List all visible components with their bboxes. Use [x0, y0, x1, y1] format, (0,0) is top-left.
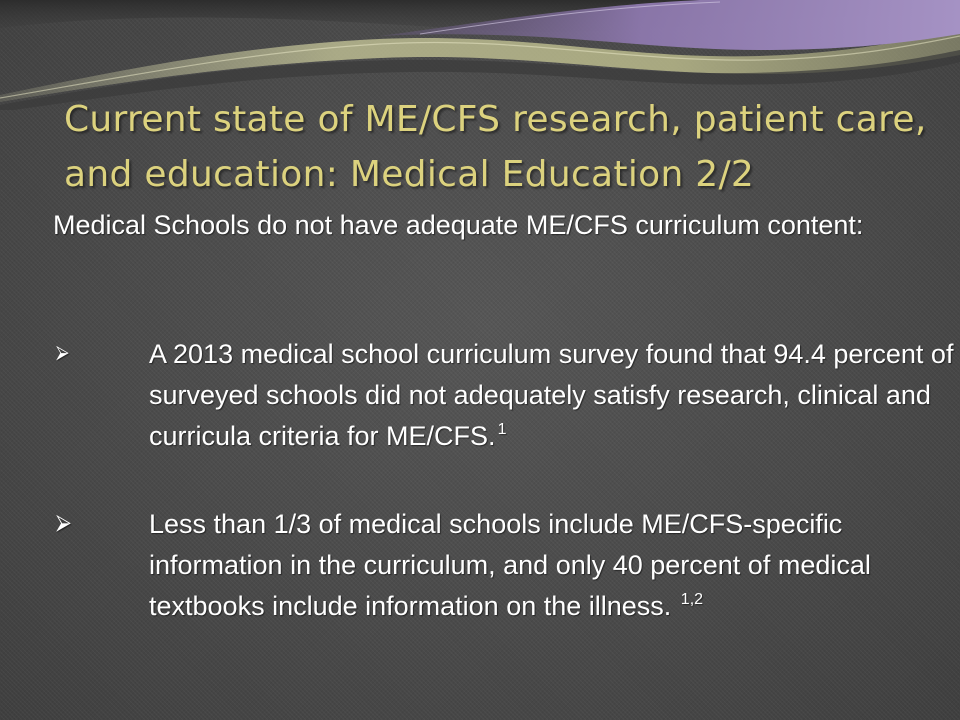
arrowhead-bullet-icon: ⮚	[56, 510, 71, 534]
bullet-text	[149, 504, 959, 627]
slide-title: Current state of ME/CFS research, patient care, and education: Medical Education 2/2	[64, 99, 927, 195]
bullet-body: Less than 1/3 of medical schools include ME/CFS-specific information in the curriculum, and only 40 percent of medical textbooks include information on the illness.	[149, 509, 871, 621]
bullet-item-curriculum	[53, 504, 953, 627]
bullet-item-survey	[53, 334, 953, 457]
bullet-text	[149, 334, 959, 457]
citation-superscript: 1	[497, 421, 507, 438]
citation-superscript: 1,2	[680, 591, 704, 608]
bullet-body: A 2013 medical school curriculum survey found that 94.4 percent of surveyed schools did not adequately satisfy research, clinical and curricula criteria for ME/CFS.	[149, 339, 954, 451]
arrowhead-bullet-icon: ⮚	[56, 342, 69, 363]
intro-text: Medical Schools do not have adequate ME/CFS curriculum content:	[53, 210, 864, 240]
